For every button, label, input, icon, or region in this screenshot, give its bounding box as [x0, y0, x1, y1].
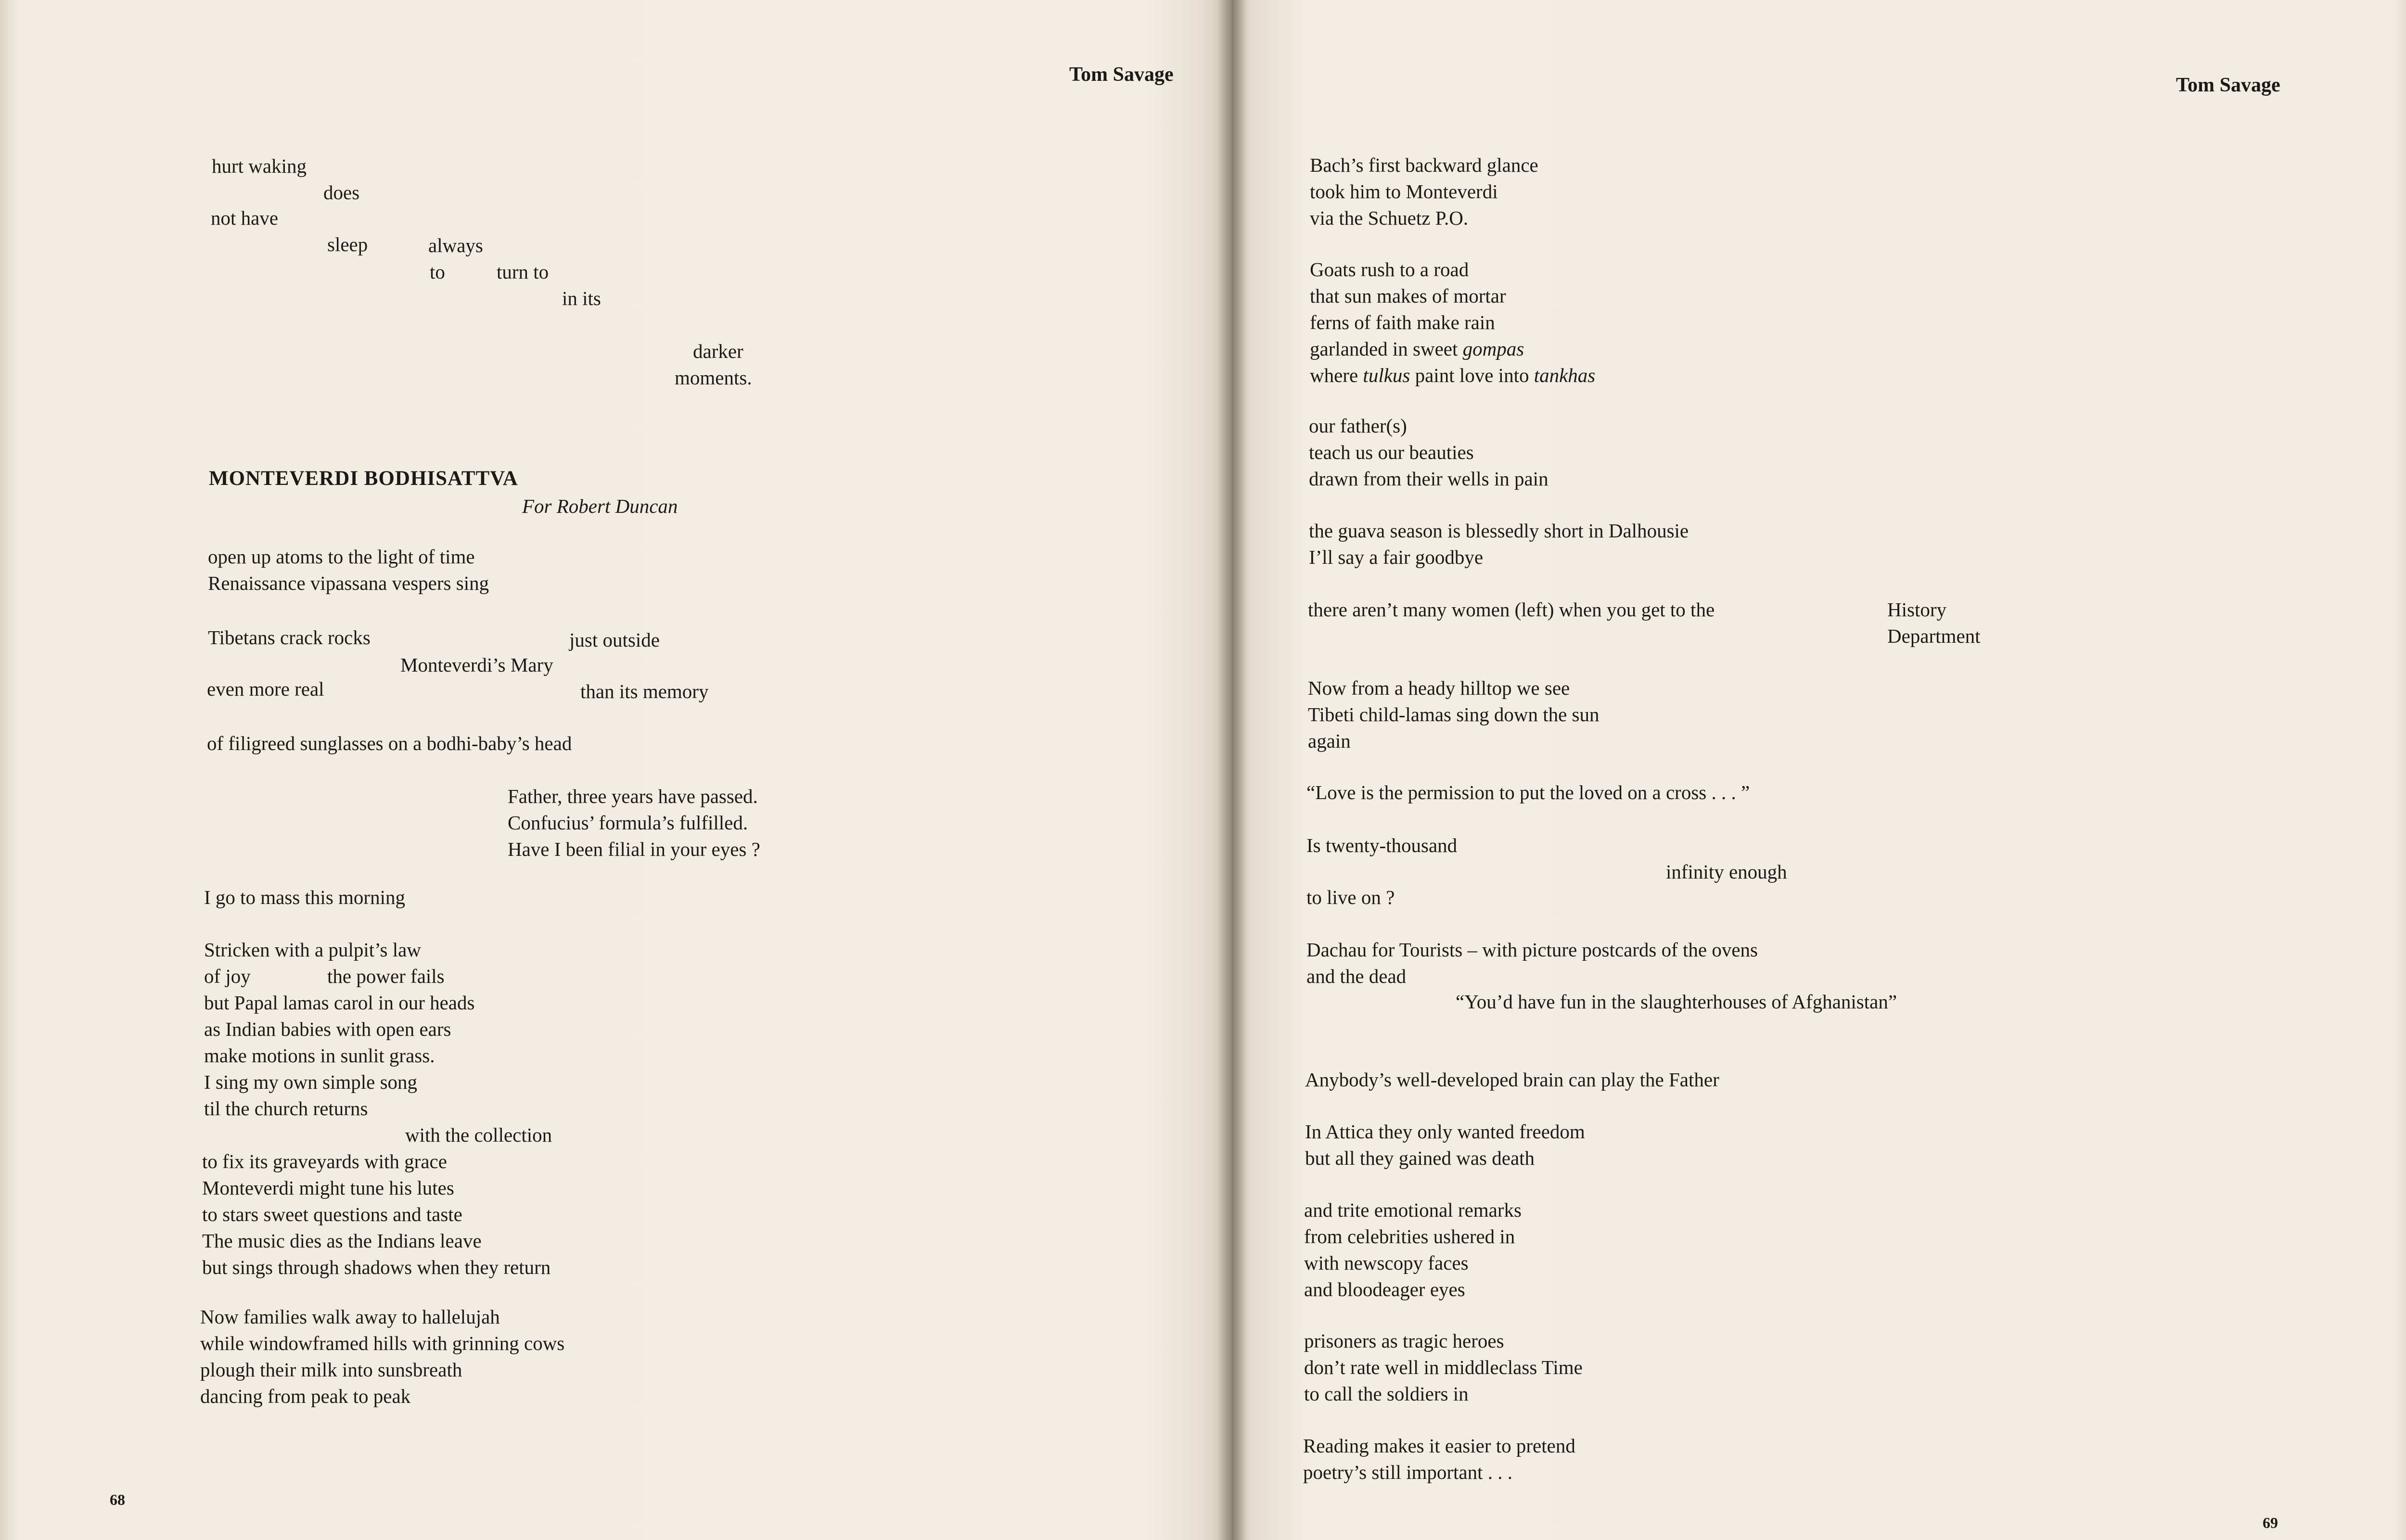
poem-line [1310, 336, 1524, 362]
line-text: paint love into [1410, 364, 1534, 386]
poem-line: infinity enough [1666, 861, 1787, 883]
poem-line: of filigreed sunglasses on a bodhi-baby’s head [207, 732, 572, 754]
poem-line: In Attica they only wanted freedom [1305, 1120, 1585, 1143]
poem-line: prisoners as tragic heroes [1304, 1330, 1504, 1352]
dedication: For Robert Duncan [522, 495, 678, 517]
poem-line: Now families walk away to hallelujah [200, 1306, 500, 1328]
poem-line: not have [211, 207, 279, 229]
italic-word: tulkus [1363, 364, 1410, 386]
poem-line: Tibetans crack rocks [208, 626, 371, 649]
poem-line: teach us our beauties [1309, 441, 1474, 463]
poem-line: to call the soldiers in [1304, 1383, 1469, 1405]
poem-line: and the dead [1306, 965, 1407, 987]
book-gutter [1217, 0, 1246, 1540]
poem-line: Bach’s first backward glance [1310, 154, 1538, 176]
poem-line: with the collection [405, 1124, 552, 1146]
poem-line: to live on ? [1306, 886, 1395, 908]
page-number: 68 [110, 1491, 125, 1508]
poem-line: sleep [327, 233, 368, 255]
poem-line: Is twenty-thousand [1306, 834, 1458, 856]
poem-line: just outside [569, 629, 660, 651]
poem-line: open up atoms to the light of time [208, 546, 475, 568]
poem-line: Dachau for Tourists – with picture postcards of the ovens [1306, 939, 1758, 961]
page-header: Tom Savage [2176, 74, 2280, 96]
poem-line: our father(s) [1309, 415, 1407, 437]
poem-line: Monteverdi might tune his lutes [202, 1177, 454, 1199]
poem-line: make motions in sunlit grass. [204, 1044, 435, 1067]
poem-line: Have I been filial in your eyes ? [508, 838, 760, 860]
italic-word: tankhas [1534, 364, 1596, 386]
right-page [1232, 0, 2406, 1540]
poem-line: and bloodeager eyes [1304, 1278, 1465, 1300]
poem-line: plough their milk into sunsbreath [200, 1359, 462, 1381]
poem-line: don’t rate well in middleclass Time [1304, 1356, 1583, 1378]
page-header: Tom Savage [1069, 64, 1174, 86]
poem-line: there aren’t many women (left) when you get to the [1308, 598, 1715, 621]
poem-line: ferns of faith make rain [1310, 311, 1495, 333]
poem-line: to stars sweet questions and taste [202, 1203, 462, 1225]
poem-line: Stricken with a pulpit’s law [204, 939, 421, 961]
poem-line: The music dies as the Indians leave [202, 1230, 482, 1252]
poem-line: but Papal lamas carol in our heads [204, 992, 475, 1014]
poem-line: “Love is the permission to put the loved on a cross . . . ” [1306, 781, 1750, 803]
poem-line: took him to Monteverdi [1310, 180, 1498, 203]
poem-line: I sing my own simple song [204, 1071, 418, 1093]
line-text: where [1310, 364, 1363, 386]
poem-line: via the Schuetz P.O. [1310, 207, 1469, 229]
poem-line: poetry’s still important . . . [1303, 1461, 1513, 1483]
line-text: garlanded in sweet [1310, 338, 1463, 360]
poem-line: to [430, 261, 445, 283]
poem-line: “You’d have fun in the slaughterhouses of Afghanistan” [1456, 991, 1897, 1013]
poem-line: Department [1887, 625, 1981, 647]
page-number: 69 [2263, 1514, 2278, 1531]
poem-line: Goats rush to a road [1310, 258, 1469, 280]
italic-word: gompas [1462, 338, 1524, 360]
poem-line: Anybody’s well-developed brain can play the Father [1305, 1069, 1719, 1091]
poem-line: turn to [497, 261, 549, 283]
poem-line: I’ll say a fair goodbye [1309, 546, 1484, 568]
poem-line: Tibeti child-lamas sing down the sun [1308, 703, 1600, 725]
poem-line: drawn from their wells in pain [1309, 468, 1549, 490]
poem-line: but sings through shadows when they return [202, 1256, 551, 1278]
poem-line: the power fails [327, 965, 445, 987]
poem-title: MONTEVERDI BODHISATTVA [209, 467, 518, 490]
poem-line: of joy [204, 965, 251, 987]
poem-line: dancing from peak to peak [200, 1385, 411, 1407]
poem-line: as Indian babies with open ears [204, 1018, 451, 1040]
poem-line [1310, 362, 1595, 388]
poem-line: the guava season is blessedly short in Dalhousie [1309, 520, 1689, 542]
poem-line: than its memory [580, 680, 709, 702]
poem-line: while windowframed hills with grinning cows [200, 1332, 565, 1354]
poem-line: Confucius’ formula’s fulfilled. [508, 812, 748, 834]
poem-line: Now from a heady hilltop we see [1308, 677, 1570, 699]
poem-line: Father, three years have passed. [508, 785, 758, 807]
poem-line: with newscopy faces [1304, 1252, 1469, 1274]
poem-line: hurt waking [212, 155, 307, 177]
poem-line: but all they gained was death [1305, 1147, 1535, 1169]
poem-line: til the church returns [204, 1097, 368, 1120]
poem-line: Monteverdi’s Mary [400, 654, 553, 676]
poem-line: I go to mass this morning [204, 886, 405, 908]
poem-line: moments. [675, 367, 752, 389]
poem-line: even more real [207, 678, 324, 700]
poem-line: does [323, 181, 360, 204]
poem-line: always [428, 234, 483, 256]
poem-line: again [1308, 730, 1351, 752]
poem-line: to fix its graveyards with grace [202, 1150, 447, 1172]
poem-line: darker [693, 340, 743, 362]
poem-line: in its [562, 287, 601, 309]
poem-line: History [1887, 598, 1946, 621]
poem-line: from celebrities ushered in [1304, 1225, 1515, 1247]
poem-line: that sun makes of mortar [1310, 285, 1506, 307]
poem-line: Renaissance vipassana vespers sing [208, 572, 489, 594]
poem-line: Reading makes it easier to pretend [1303, 1435, 1575, 1457]
poem-line: and trite emotional remarks [1304, 1199, 1522, 1221]
